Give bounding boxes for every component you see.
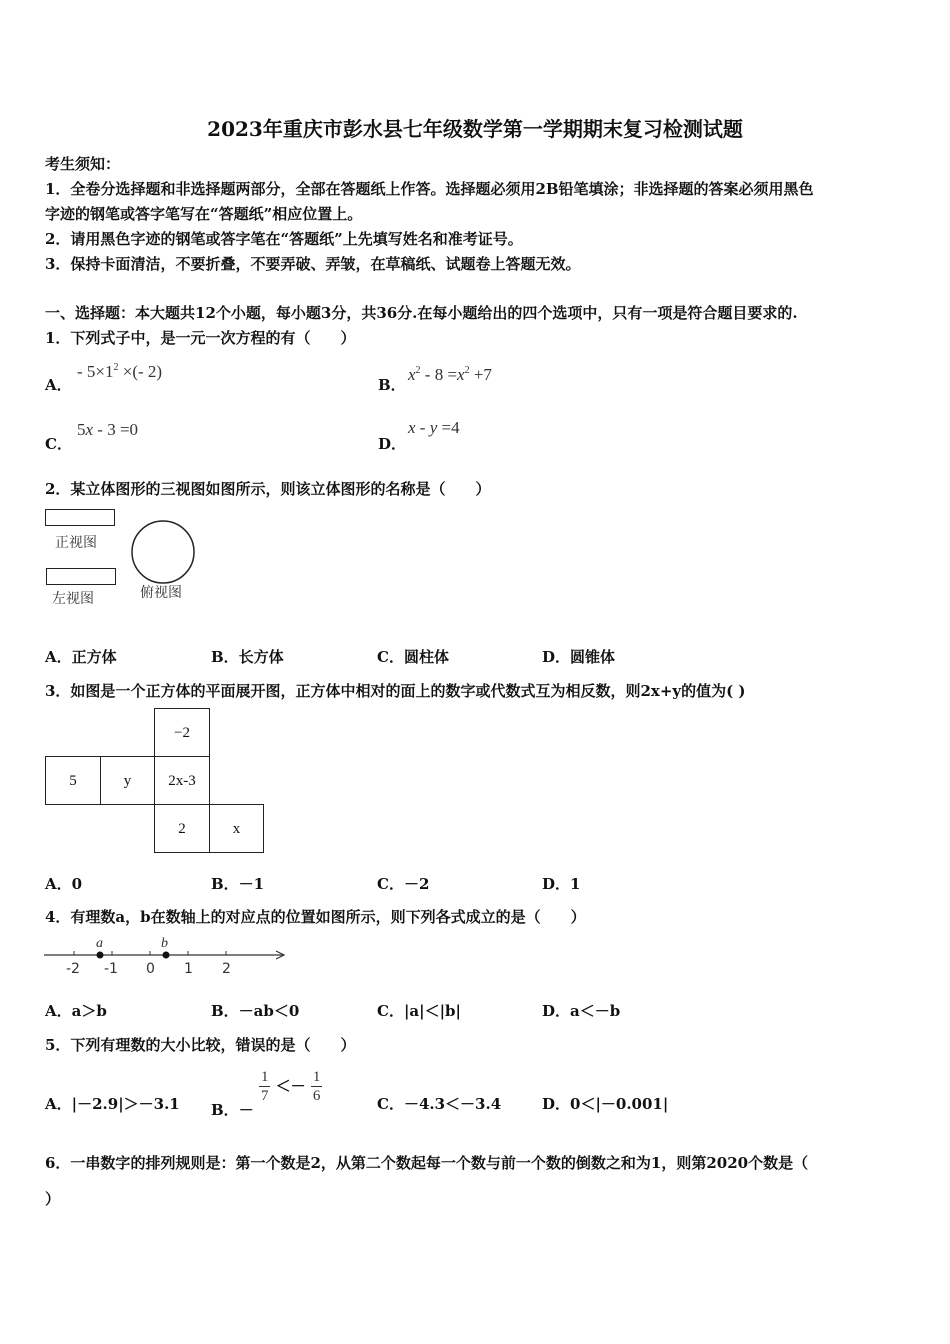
q4-option-a: A．a＞b xyxy=(45,1002,107,1020)
q2-option-d: D．圆锥体 xyxy=(542,648,616,666)
number-line xyxy=(40,933,300,978)
q4-option-b: B．－ab＜0 xyxy=(211,1002,300,1020)
tick-label: 1 xyxy=(184,961,193,977)
q1-option-a-label: A． xyxy=(45,376,72,394)
q2-option-c: C．圆柱体 xyxy=(377,648,449,666)
net-cell-x: x xyxy=(209,804,264,853)
point-b-dot xyxy=(163,952,170,959)
front-view-label: 正视图 xyxy=(55,535,97,551)
net-cell-y: y xyxy=(100,756,155,805)
q2-option-b: B．长方体 xyxy=(211,648,284,666)
net-cell-top: −2 xyxy=(154,708,210,757)
question-6-stem-end: ） xyxy=(45,1190,61,1208)
page-title: 2023年重庆市彭水县七年级数学第一学期期末复习检测试题 xyxy=(207,117,743,141)
question-2-stem: 2．某立体图形的三视图如图所示，则该立体图形的名称是（ ） xyxy=(45,480,491,498)
q1-option-d-expr: x - y =4 xyxy=(408,418,460,437)
q1-option-d-label: D． xyxy=(378,435,407,453)
tick-label: -1 xyxy=(104,961,118,977)
point-a-label: a xyxy=(96,936,103,951)
net-cell-bottom: 2 xyxy=(154,804,210,853)
q5-option-d: D．0＜|－0.001| xyxy=(542,1095,669,1113)
q1-option-c-expr: 5x - 3 =0 xyxy=(77,420,139,439)
notice-item: 3．保持卡面清洁，不要折叠，不要弄破、弄皱，在草稿纸、试题卷上答题无效。 xyxy=(45,255,581,273)
q3-option-d: D．1 xyxy=(542,875,581,893)
q5-option-a: A．|－2.9|＞－3.1 xyxy=(45,1095,180,1113)
question-4-stem: 4．有理数a，b在数轴上的对应点的位置如图所示，则下列各式成立的是（ ） xyxy=(45,908,586,926)
tick-label: -2 xyxy=(66,961,80,977)
net-cell-left: 5 xyxy=(45,756,101,805)
q3-option-b: B．－1 xyxy=(211,875,265,893)
q4-option-d: D．a＜－b xyxy=(542,1002,621,1020)
top-view-circle xyxy=(128,517,198,587)
notice-heading: 考生须知： xyxy=(45,155,121,173)
section-heading: 一、选择题：本大题共12个小题，每小题3分，共36分.在每小题给出的四个选项中，只有一项是符合题目要求的. xyxy=(45,304,798,322)
point-b-label: b xyxy=(161,936,168,951)
notice-item: 2．请用黑色字迹的钢笔或答字笔在“答题纸”上先填写姓名和准考证号。 xyxy=(45,230,523,248)
q1-option-b-label: B． xyxy=(378,376,406,394)
q1-option-b-expr: $x^2 - 8 =x^2 +7$ xyxy=(408,365,492,384)
question-6-stem: 6．一串数字的排列规则是：第一个数是2，从第二个数起每一个数与前一个数的倒数之和为1，则第2020个数是（ xyxy=(45,1154,809,1172)
q1-option-a-expr: - $5\times 1^2$ ×(- 2) xyxy=(77,362,163,381)
notice-item: 字迹的钢笔或答字笔写在“答题纸”相应位置上。 xyxy=(45,205,363,223)
tick-label: 0 xyxy=(146,961,155,977)
front-view-rectangle xyxy=(45,509,115,526)
question-3-stem: 3．如图是一个正方体的平面展开图，正方体中相对的面上的数字或代数式互为相反数，则2x+y的值为( ) xyxy=(45,682,746,700)
q2-option-a: A．正方体 xyxy=(45,648,117,666)
q3-option-c: C．－2 xyxy=(377,875,430,893)
top-view-label: 俯视图 xyxy=(140,585,182,601)
tick-label: 2 xyxy=(222,961,231,977)
question-1-stem: 1．下列式子中，是一元一次方程的有（ ） xyxy=(45,329,356,347)
q5-option-b: B．－ $\frac{1}{7}$ ＜－ $\frac{1}{6}$ xyxy=(211,1069,321,1119)
left-view-rectangle xyxy=(46,568,116,585)
notice-item: 1．全卷分选择题和非选择题两部分，全部在答题纸上作答。选择题必须用2B铅笔填涂；非选择题的答案必须用黑色 xyxy=(45,180,814,198)
left-view-label: 左视图 xyxy=(52,591,94,607)
net-cell-center: 2x-3 xyxy=(154,756,210,805)
point-a-dot xyxy=(97,952,104,959)
q3-option-a: A．0 xyxy=(45,875,83,893)
q5-option-c: C．－4.3＜－3.4 xyxy=(377,1095,502,1113)
q1-option-c-label: C． xyxy=(45,435,72,453)
q4-option-c: C．|a|＜|b| xyxy=(377,1002,461,1020)
question-5-stem: 5．下列有理数的大小比较，错误的是（ ） xyxy=(45,1036,356,1054)
